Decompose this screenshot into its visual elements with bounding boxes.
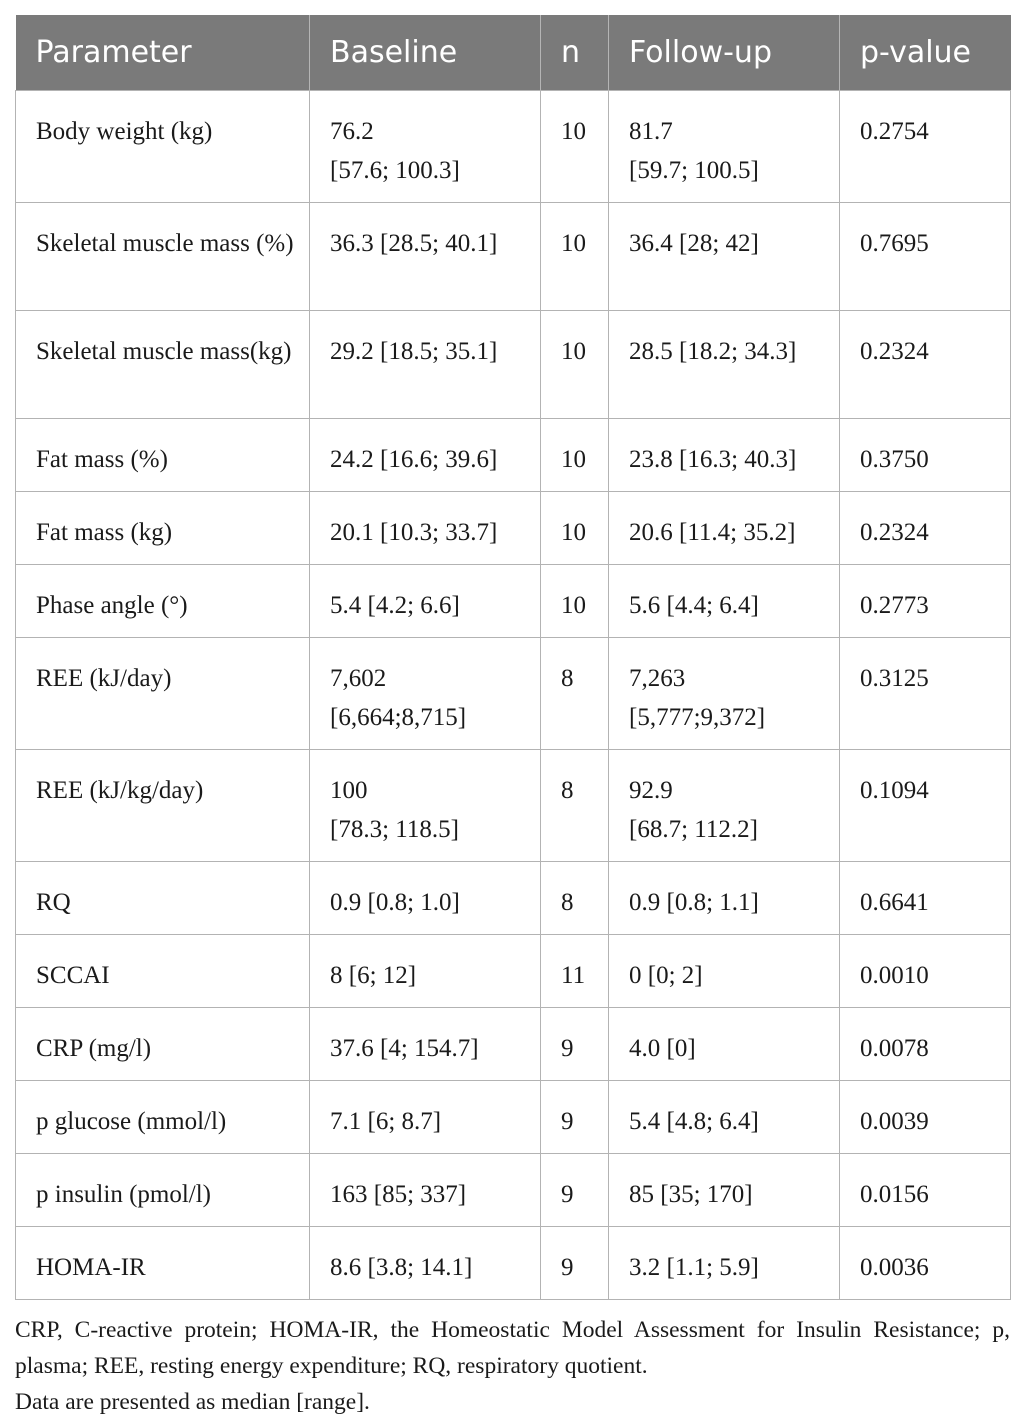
baseline-cell-line: [6,664;8,715] (330, 703, 467, 731)
followup-cell (609, 564, 840, 637)
baseline-cell (310, 637, 541, 749)
followup-cell (609, 637, 840, 749)
p-value-cell: 0.2324 (840, 310, 1011, 418)
table-row (16, 861, 1011, 934)
baseline-cell-line: 76.2 (330, 117, 374, 145)
followup-cell (609, 1007, 840, 1080)
n-cell: 9 (541, 1153, 609, 1226)
p-value-cell: 0.3750 (840, 418, 1011, 491)
parameter-cell: Body weight (kg) (16, 90, 310, 202)
n-cell: 8 (541, 637, 609, 749)
table-row (16, 418, 1011, 491)
table-row (16, 491, 1011, 564)
followup-cell-line: 4.0 [0] (629, 1034, 696, 1062)
p-value-cell: 0.0036 (840, 1226, 1011, 1299)
parameter-cell: p glucose (mmol/l) (16, 1080, 310, 1153)
followup-cell (609, 934, 840, 1007)
baseline-cell (310, 90, 541, 202)
n-cell: 10 (541, 90, 609, 202)
followup-cell-line: [68.7; 112.2] (629, 815, 758, 843)
column-header-n: n (541, 15, 609, 90)
baseline-cell-line: 20.1 [10.3; 33.7] (330, 518, 498, 546)
table-row (16, 1226, 1011, 1299)
n-cell: 11 (541, 934, 609, 1007)
parameter-cell: HOMA-IR (16, 1226, 310, 1299)
parameter-cell: REE (kJ/kg/day) (16, 749, 310, 861)
followup-cell-line: [59.7; 100.5] (629, 156, 759, 184)
baseline-cell (310, 1080, 541, 1153)
table-row (16, 1153, 1011, 1226)
baseline-cell (310, 1226, 541, 1299)
table-footnote (15, 1312, 1010, 1420)
column-header-baseline: Baseline (310, 15, 541, 90)
baseline-cell-line: 7,602 (330, 664, 387, 692)
followup-cell-line: 85 [35; 170] (629, 1180, 753, 1208)
baseline-cell-line: 5.4 [4.2; 6.6] (330, 591, 460, 619)
p-value-cell: 0.2324 (840, 491, 1011, 564)
baseline-cell-line: 29.2 [18.5; 35.1] (330, 337, 498, 365)
baseline-cell (310, 1007, 541, 1080)
followup-cell-line: 92.9 (629, 776, 673, 804)
data-presentation-note: Data are presented as median [range]. (15, 1388, 370, 1415)
baseline-cell-line: 7.1 [6; 8.7] (330, 1107, 442, 1135)
baseline-cell-line: [78.3; 118.5] (330, 815, 459, 843)
followup-cell (609, 491, 840, 564)
table-row (16, 202, 1011, 310)
table-row (16, 934, 1011, 1007)
baseline-cell (310, 418, 541, 491)
table-header (16, 15, 1011, 90)
followup-cell (609, 749, 840, 861)
p-value-cell: 0.2773 (840, 564, 1011, 637)
parameter-cell: Skeletal muscle mass(kg) (16, 310, 310, 418)
baseline-cell (310, 1153, 541, 1226)
followup-cell (609, 310, 840, 418)
table-row (16, 90, 1011, 202)
baseline-cell-line: 8.6 [3.8; 14.1] (330, 1253, 473, 1281)
n-cell: 9 (541, 1007, 609, 1080)
baseline-cell (310, 749, 541, 861)
baseline-cell (310, 491, 541, 564)
p-value-cell: 0.0039 (840, 1080, 1011, 1153)
followup-cell-line: 81.7 (629, 117, 673, 145)
parameter-cell: Phase angle (°) (16, 564, 310, 637)
baseline-cell-line: 100 (330, 776, 368, 804)
followup-cell (609, 861, 840, 934)
followup-cell-line: 7,263 (629, 664, 686, 692)
p-value-cell: 0.3125 (840, 637, 1011, 749)
parameter-cell: Fat mass (kg) (16, 491, 310, 564)
baseline-cell (310, 934, 541, 1007)
column-header-p-value: p-value (840, 15, 1011, 90)
header-row (16, 15, 1011, 90)
parameter-cell: Fat mass (%) (16, 418, 310, 491)
parameter-cell: p insulin (pmol/l) (16, 1153, 310, 1226)
followup-cell-line: 23.8 [16.3; 40.3] (629, 445, 797, 473)
followup-cell-line: 0 [0; 2] (629, 961, 703, 989)
p-value-cell: 0.6641 (840, 861, 1011, 934)
n-cell: 10 (541, 418, 609, 491)
followup-cell (609, 418, 840, 491)
n-cell: 10 (541, 202, 609, 310)
baseline-cell (310, 861, 541, 934)
followup-cell-line: 20.6 [11.4; 35.2] (629, 518, 796, 546)
followup-cell (609, 90, 840, 202)
table-row (16, 1080, 1011, 1153)
baseline-cell-line: [57.6; 100.3] (330, 156, 460, 184)
followup-cell-line: 0.9 [0.8; 1.1] (629, 888, 759, 916)
followup-cell (609, 1080, 840, 1153)
results-table (15, 15, 1011, 1300)
baseline-cell-line: 36.3 [28.5; 40.1] (330, 229, 498, 257)
column-header-parameter: Parameter (35, 34, 192, 70)
p-value-cell: 0.7695 (840, 202, 1011, 310)
followup-cell (609, 202, 840, 310)
parameter-cell: RQ (16, 861, 310, 934)
parameter-cell: REE (kJ/day) (16, 637, 310, 749)
table-row (16, 310, 1011, 418)
followup-cell-line: [5,777;9,372] (629, 703, 766, 731)
results-table-container (15, 15, 1010, 1420)
baseline-cell (310, 310, 541, 418)
followup-cell-line: 5.6 [4.4; 6.4] (629, 591, 759, 619)
baseline-cell-line: 24.2 [16.6; 39.6] (330, 445, 498, 473)
n-cell: 10 (541, 491, 609, 564)
followup-cell (609, 1226, 840, 1299)
n-cell: 8 (541, 749, 609, 861)
n-cell: 8 (541, 861, 609, 934)
table-row (16, 749, 1011, 861)
followup-cell-line: 28.5 [18.2; 34.3] (629, 337, 797, 365)
n-cell: 9 (541, 1080, 609, 1153)
p-value-cell: 0.0078 (840, 1007, 1011, 1080)
p-value-cell: 0.1094 (840, 749, 1011, 861)
table-body (16, 90, 1011, 1299)
abbreviations-note: CRP, C-reactive protein; HOMA-IR, the Homeostatic Model Assessment for Insulin Resistance; p, plasma; REE, resting energy expenditure; RQ, respiratory quotient. (15, 1316, 1010, 1379)
baseline-cell-line: 163 [85; 337] (330, 1180, 467, 1208)
followup-cell (609, 1153, 840, 1226)
baseline-cell-line: 8 [6; 12] (330, 961, 417, 989)
parameter-cell: CRP (mg/l) (16, 1007, 310, 1080)
n-cell: 10 (541, 564, 609, 637)
table-row (16, 1007, 1011, 1080)
parameter-cell: SCCAI (16, 934, 310, 1007)
p-value-cell: 0.0156 (840, 1153, 1011, 1226)
followup-cell-line: 3.2 [1.1; 5.9] (629, 1253, 759, 1281)
table-row (16, 637, 1011, 749)
column-header-followup: Follow-up (609, 15, 840, 90)
followup-cell-line: 36.4 [28; 42] (629, 229, 759, 257)
baseline-cell-line: 37.6 [4; 154.7] (330, 1034, 479, 1062)
parameter-cell: Skeletal muscle mass (%) (16, 202, 310, 310)
n-cell: 9 (541, 1226, 609, 1299)
p-value-cell: 0.2754 (840, 90, 1011, 202)
p-value-cell: 0.0010 (840, 934, 1011, 1007)
table-row (16, 564, 1011, 637)
baseline-cell (310, 564, 541, 637)
baseline-cell (310, 202, 541, 310)
baseline-cell-line: 0.9 [0.8; 1.0] (330, 888, 460, 916)
followup-cell-line: 5.4 [4.8; 6.4] (629, 1107, 759, 1135)
n-cell: 10 (541, 310, 609, 418)
